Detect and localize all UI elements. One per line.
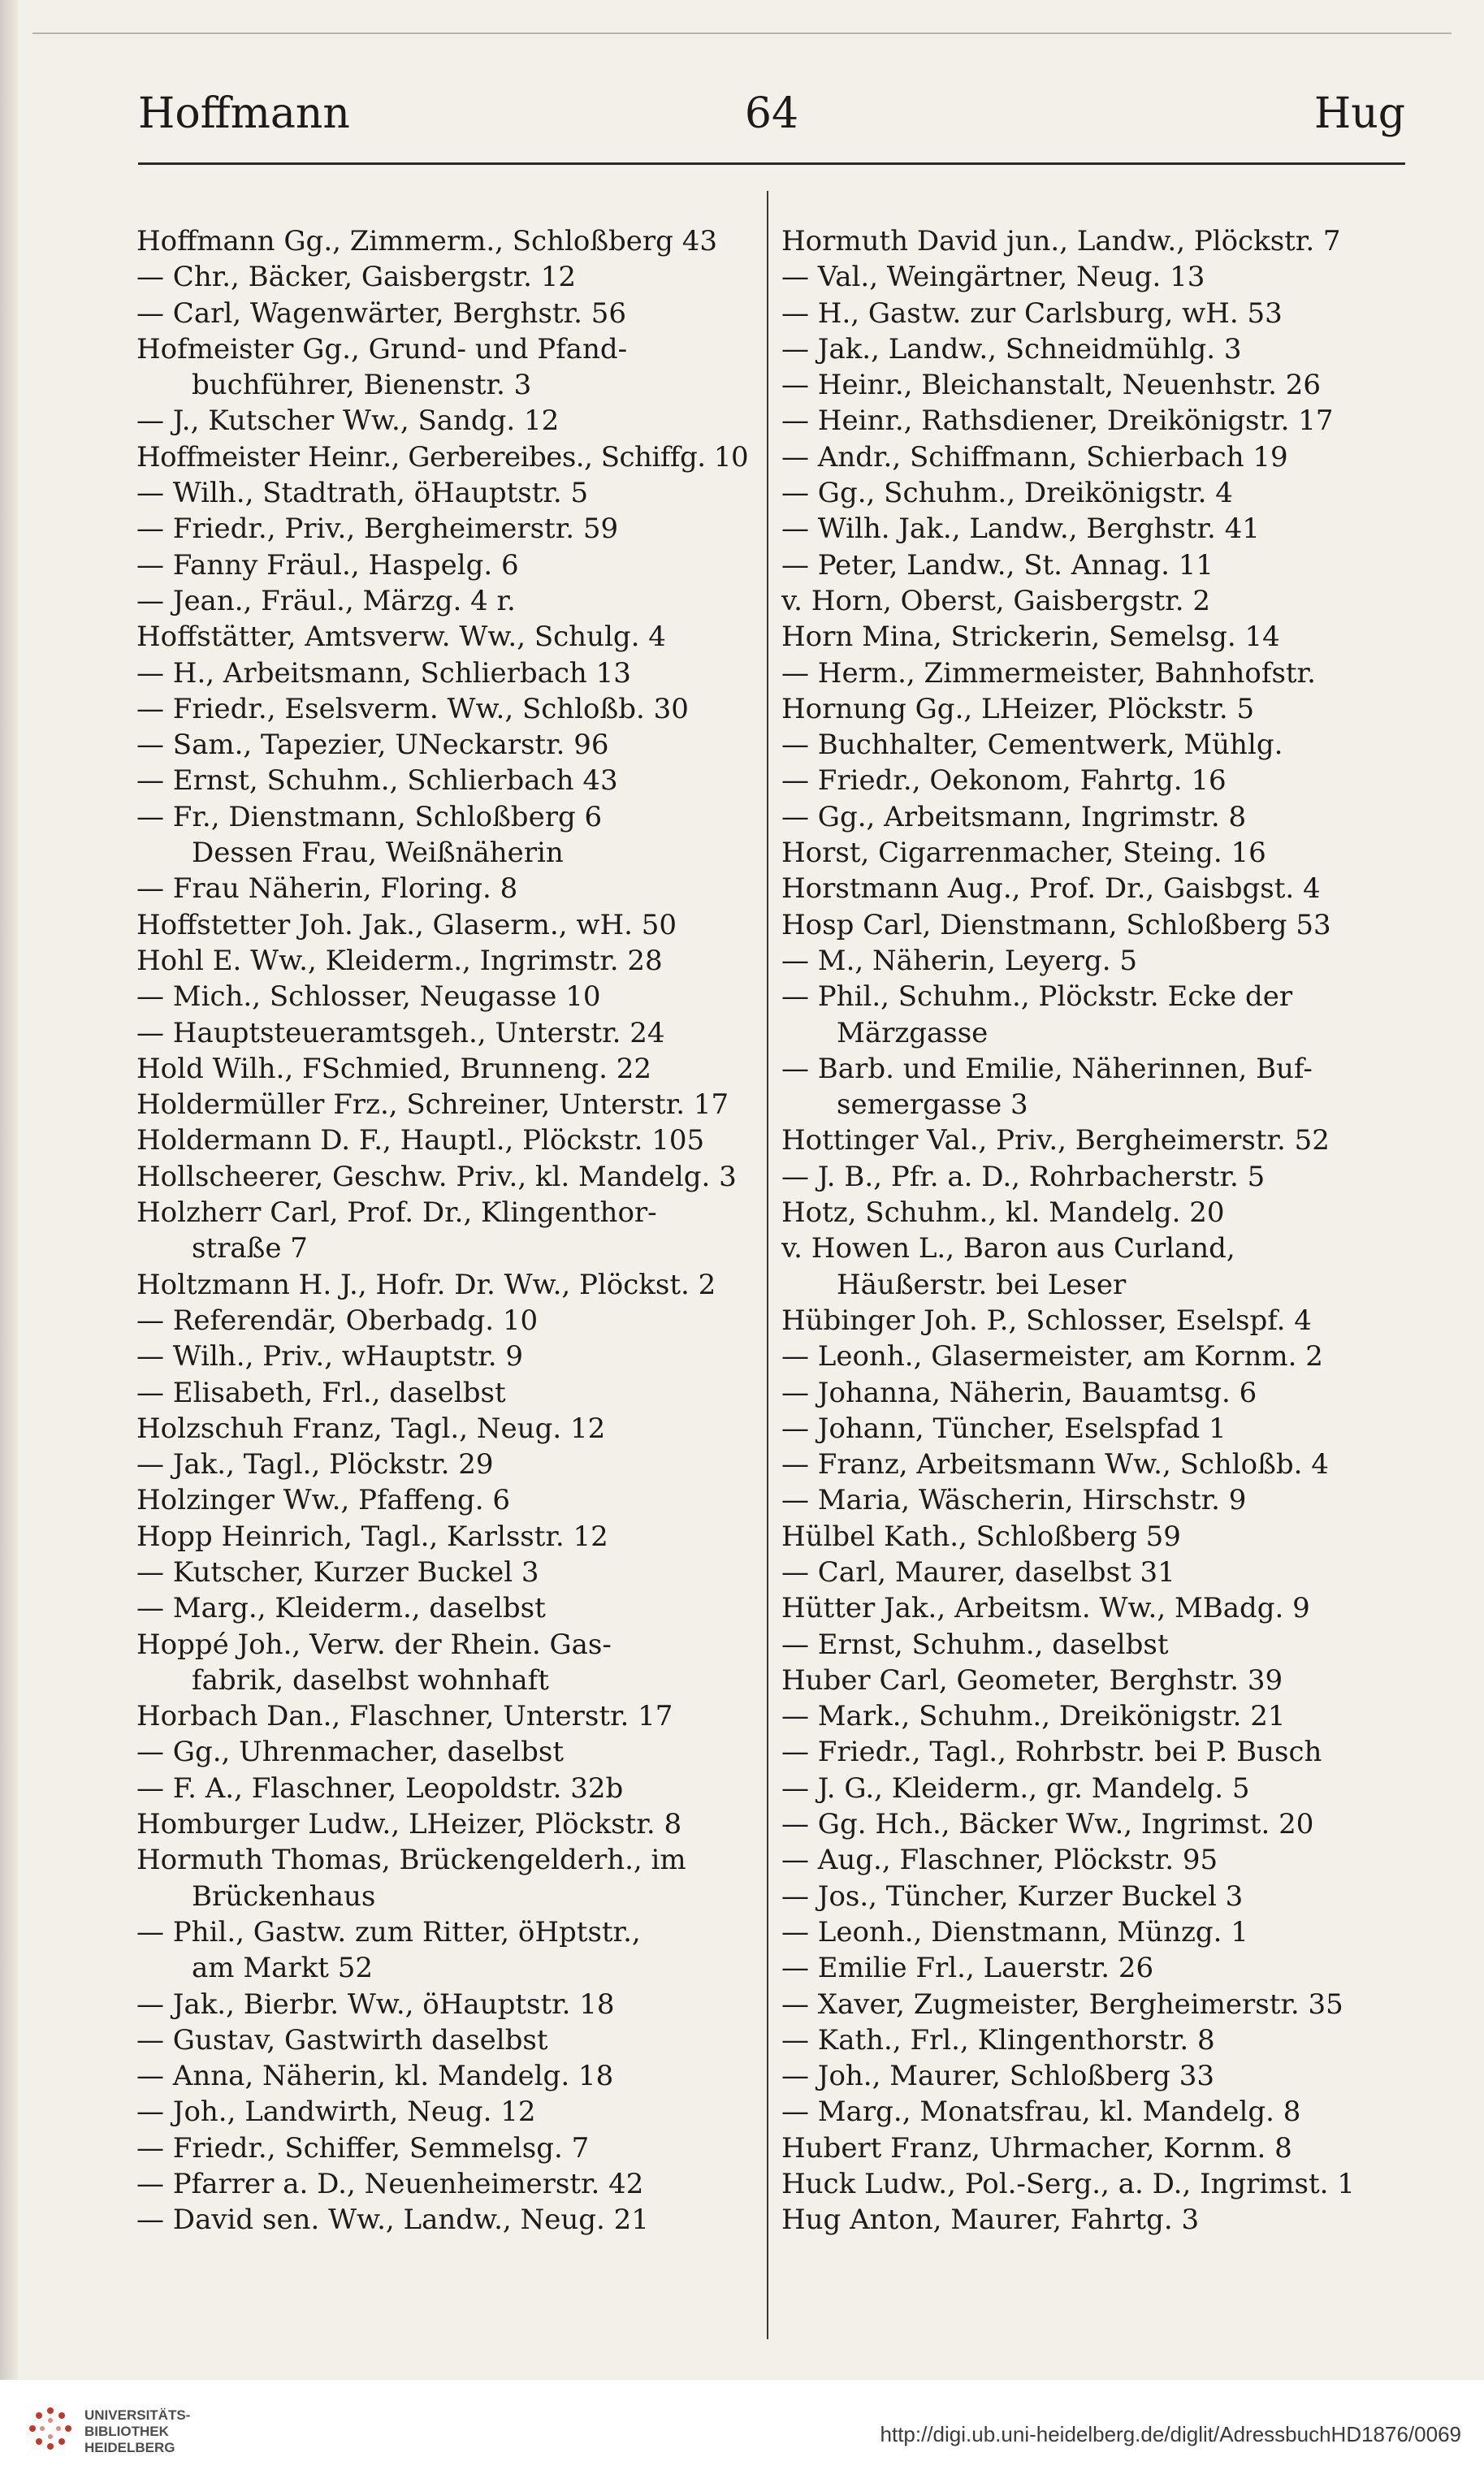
directory-entry: semergasse 3	[837, 1088, 1028, 1122]
directory-entry: — Phil., Schuhm., Plöckstr. Ecke der	[781, 980, 1293, 1014]
directory-entry: — Mark., Schuhm., Dreikönigstr. 21	[781, 1700, 1286, 1733]
directory-entry: Hoppé Joh., Verw. der Rhein. Gas-	[136, 1628, 612, 1661]
directory-entry: — Jak., Landw., Schneidmühlg. 3	[781, 332, 1242, 365]
directory-entry: — Leonh., Glasermeister, am Kornm. 2	[781, 1340, 1323, 1373]
directory-entry: — Wilh., Priv., wHauptstr. 9	[136, 1340, 524, 1373]
directory-entry: Hosp Carl, Dienstmann, Schloßberg 53	[781, 908, 1331, 941]
directory-entry: Hug Anton, Maurer, Fahrtg. 3	[781, 2204, 1200, 2237]
directory-entry: Holdermüller Frz., Schreiner, Unterstr. 17	[136, 1088, 729, 1122]
directory-entry: — Heinr., Rathsdiener, Dreikönigstr. 17	[781, 404, 1334, 438]
directory-entry: — Hauptsteueramtsgeh., Unterstr. 24	[136, 1016, 665, 1049]
header-right-catchword: Hug	[1313, 89, 1405, 138]
directory-entry: Holzherr Carl, Prof. Dr., Klingenthor-	[136, 1196, 657, 1230]
directory-entry: — Marg., Kleiderm., daselbst	[136, 1592, 546, 1625]
directory-entry: — Friedr., Schiffer, Semmelsg. 7	[136, 2131, 590, 2165]
directory-entry: fabrik, daselbst wohnhaft	[192, 1663, 549, 1697]
directory-entry: — J., Kutscher Ww., Sandg. 12	[136, 404, 560, 438]
directory-entry: Hülbel Kath., Schloßberg 59	[781, 1520, 1181, 1553]
directory-entry: — H., Arbeitsmann, Schlierbach 13	[136, 656, 631, 690]
page-number: 64	[744, 89, 799, 138]
directory-entry: — Marg., Monatsfrau, kl. Mandelg. 8	[781, 2096, 1301, 2129]
directory-entry: — Phil., Gastw. zum Ritter, öHptstr.,	[136, 1915, 641, 1949]
directory-entry: Hornung Gg., LHeizer, Plöckstr. 5	[781, 692, 1255, 725]
directory-entry: Holzinger Ww., Pfaffeng. 6	[136, 1484, 510, 1517]
header-left-catchword: Hoffmann	[138, 89, 350, 138]
directory-entry: — H., Gastw. zur Carlsburg, wH. 53	[781, 296, 1283, 330]
directory-entry: — Leonh., Dienstmann, Münzg. 1	[781, 1915, 1248, 1949]
directory-entry: — Elisabeth, Frl., daselbst	[136, 1376, 506, 1409]
directory-entry: Brückenhaus	[192, 1879, 376, 1913]
directory-entry: am Markt 52	[192, 1952, 373, 1985]
directory-entry: Hübinger Joh. P., Schlosser, Eselspf. 4	[781, 1304, 1312, 1337]
directory-entry: — Friedr., Tagl., Rohrbstr. bei P. Busch	[781, 1736, 1322, 1769]
directory-entry: — Gg., Schuhm., Dreikönigstr. 4	[781, 477, 1233, 510]
directory-entry: — F. A., Flaschner, Leopoldstr. 32b	[136, 1771, 624, 1805]
directory-entry: Hohl E. Ww., Kleiderm., Ingrimstr. 28	[136, 944, 663, 977]
directory-entry: Hollscheerer, Geschw. Priv., kl. Mandelg. 3	[136, 1160, 737, 1193]
directory-entry: — Fr., Dienstmann, Schloßberg 6	[136, 800, 603, 833]
directory-entry: Hotz, Schuhm., kl. Mandelg. 20	[781, 1196, 1225, 1230]
directory-entry: — Val., Weingärtner, Neug. 13	[781, 261, 1205, 294]
library-name-line3: HEIDELBERG	[84, 2440, 175, 2455]
directory-entry: — Gg. Hch., Bäcker Ww., Ingrimst. 20	[781, 1808, 1314, 1841]
directory-entry: — Joh., Maurer, Schloßberg 33	[781, 2060, 1214, 2093]
directory-entry: v. Horn, Oberst, Gaisbergstr. 2	[781, 584, 1210, 617]
directory-entry: Hopp Heinrich, Tagl., Karlsstr. 12	[136, 1520, 608, 1553]
directory-entry: Hormuth David jun., Landw., Plöckstr. 7	[781, 225, 1341, 257]
directory-entry: Dessen Frau, Weißnäherin	[192, 837, 564, 870]
directory-entry: — J. G., Kleiderm., gr. Mandelg. 5	[781, 1771, 1250, 1805]
directory-entry: Häußerstr. bei Leser	[837, 1268, 1127, 1301]
source-url[interactable]: http://digi.ub.uni-heidelberg.de/diglit/AdressbuchHD1876/0069	[880, 2422, 1461, 2446]
page-edge	[0, 0, 18, 2404]
directory-entry: — Maria, Wäscherin, Hirschstr. 9	[781, 1484, 1247, 1517]
directory-entry: — David sen. Ww., Landw., Neug. 21	[136, 2204, 649, 2237]
directory-entry: Märzgasse	[837, 1016, 989, 1049]
directory-entry: v. Howen L., Baron aus Curland,	[781, 1232, 1235, 1265]
directory-entry: Holtzmann H. J., Hofr. Dr. Ww., Plöckst. 2	[136, 1268, 716, 1301]
directory-entry: — Jak., Tagl., Plöckstr. 29	[136, 1448, 494, 1481]
directory-entry: Hoffmeister Heinr., Gerbereibes., Schiffg. 10	[136, 440, 749, 474]
directory-entry: — Gg., Uhrenmacher, daselbst	[136, 1736, 565, 1769]
directory-entry: Huck Ludw., Pol.-Serg., a. D., Ingrimst. 1	[781, 2168, 1355, 2201]
directory-entry: — Pfarrer a. D., Neuenheimerstr. 42	[136, 2168, 644, 2201]
directory-entry: — Andr., Schiffmann, Schierbach 19	[781, 440, 1288, 474]
directory-entry: — Carl, Maurer, daselbst 31	[781, 1555, 1175, 1589]
directory-entry: — Barb. und Emilie, Näherinnen, Buf-	[781, 1052, 1313, 1085]
directory-entry: Huber Carl, Geometer, Berghstr. 39	[781, 1663, 1283, 1697]
directory-entry: — Anna, Näherin, kl. Mandelg. 18	[136, 2060, 614, 2093]
directory-entry: — Gustav, Gastwirth daselbst	[136, 2023, 548, 2057]
directory-entry: — Frau Näherin, Floring. 8	[136, 872, 518, 906]
directory-entry: Hofmeister Gg., Grund- und Pfand-	[136, 332, 628, 365]
directory-entry: — Heinr., Bleichanstalt, Neuenhstr. 26	[781, 369, 1321, 402]
directory-entry: — Buchhalter, Cementwerk, Mühlg.	[781, 729, 1283, 762]
directory-entry: Hottinger Val., Priv., Bergheimerstr. 52	[781, 1124, 1330, 1157]
directory-entry: Homburger Ludw., LHeizer, Plöckstr. 8	[136, 1808, 682, 1841]
directory-entry: — Friedr., Oekonom, Fahrtg. 16	[781, 764, 1227, 798]
directory-entry: — Jak., Bierbr. Ww., öHauptstr. 18	[136, 1987, 615, 2021]
directory-entry: Holzschuh Franz, Tagl., Neug. 12	[136, 1412, 606, 1445]
directory-entry: Horstmann Aug., Prof. Dr., Gaisbgst. 4	[781, 872, 1321, 906]
directory-entry: Hoffstetter Joh. Jak., Glaserm., wH. 50	[136, 908, 677, 941]
library-name-line1: UNIVERSITÄTS-	[84, 2407, 191, 2423]
directory-entry: — Peter, Landw., St. Annag. 11	[781, 548, 1214, 582]
directory-entry: Horn Mina, Strickerin, Semelsg. 14	[781, 621, 1280, 654]
directory-entry: Hütter Jak., Arbeitsm. Ww., MBadg. 9	[781, 1592, 1310, 1625]
directory-entry: — Johann, Tüncher, Eselspfad 1	[781, 1412, 1227, 1445]
left-column	[136, 223, 762, 2238]
directory-entry: — Jean., Fräul., Märzg. 4 r.	[136, 584, 516, 617]
directory-entry: — Carl, Wagenwärter, Berghstr. 56	[136, 296, 626, 330]
directory-entry: — Friedr., Priv., Bergheimerstr. 59	[136, 513, 619, 546]
scan-top-edge	[32, 32, 1452, 34]
directory-entry: — J. B., Pfr. a. D., Rohrbacherstr. 5	[781, 1160, 1266, 1193]
directory-entry: Hoffmann Gg., Zimmerm., Schloßberg 43	[136, 225, 718, 257]
directory-entry: — Referendär, Oberbadg. 10	[136, 1304, 539, 1337]
directory-entry: — Xaver, Zugmeister, Bergheimerstr. 35	[781, 1987, 1343, 2021]
column-divider	[767, 191, 768, 2339]
directory-entry: — Herm., Zimmermeister, Bahnhofstr.	[781, 656, 1316, 690]
directory-entry: Horst, Cigarrenmacher, Steing. 16	[781, 837, 1266, 870]
directory-entry: — Ernst, Schuhm., daselbst	[781, 1628, 1169, 1661]
directory-entry: — Ernst, Schuhm., Schlierbach 43	[136, 764, 618, 798]
directory-entry: — Aug., Flaschner, Plöckstr. 95	[781, 1844, 1218, 1877]
directory-entry: — Fanny Fräul., Haspelg. 6	[136, 548, 519, 582]
directory-entry: straße 7	[192, 1232, 308, 1265]
directory-entry: Hormuth Thomas, Brückengelderh., im	[136, 1844, 686, 1877]
header-rule	[138, 162, 1405, 165]
directory-entry: — Sam., Tapezier, UNeckarstr. 96	[136, 729, 609, 762]
right-column	[781, 223, 1407, 2238]
directory-entry: — Wilh., Stadtrath, öHauptstr. 5	[136, 477, 589, 510]
directory-entry: Holdermann D. F., Hauptl., Plöckstr. 105	[136, 1124, 705, 1157]
directory-entry: — Emilie Frl., Lauerstr. 26	[781, 1952, 1154, 1985]
directory-entry: — Franz, Arbeitsmann Ww., Schloßb. 4	[781, 1448, 1329, 1481]
footer	[0, 2380, 1484, 2487]
directory-entry: Horbach Dan., Flaschner, Unterstr. 17	[136, 1700, 673, 1733]
directory-entry: — M., Näherin, Leyerg. 5	[781, 944, 1138, 977]
university-library-logo	[26, 2404, 75, 2453]
library-name	[84, 2407, 190, 2456]
directory-entry: Hubert Franz, Uhrmacher, Kornm. 8	[781, 2131, 1292, 2165]
directory-entry: — Friedr., Eselsverm. Ww., Schloßb. 30	[136, 692, 689, 725]
running-head	[138, 89, 1405, 154]
directory-entry: Hoffstätter, Amtsverw. Ww., Schulg. 4	[136, 621, 666, 654]
directory-entry: — Jos., Tüncher, Kurzer Buckel 3	[781, 1879, 1244, 1913]
directory-entry: — Gg., Arbeitsmann, Ingrimstr. 8	[781, 800, 1247, 833]
directory-entry: — Johanna, Näherin, Bauamtsg. 6	[781, 1376, 1257, 1409]
directory-entry: — Joh., Landwirth, Neug. 12	[136, 2096, 536, 2129]
directory-entry: — Mich., Schlosser, Neugasse 10	[136, 980, 601, 1014]
directory-entry: buchführer, Bienenstr. 3	[192, 369, 532, 402]
directory-entry: — Kutscher, Kurzer Buckel 3	[136, 1555, 539, 1589]
library-name-line2: BIBLIOTHEK	[84, 2424, 169, 2439]
directory-entry: Hold Wilh., FSchmied, Brunneng. 22	[136, 1052, 652, 1085]
directory-entry: — Chr., Bäcker, Gaisbergstr. 12	[136, 261, 576, 294]
directory-entry: — Wilh. Jak., Landw., Berghstr. 41	[781, 513, 1260, 546]
directory-entry: — Kath., Frl., Klingenthorstr. 8	[781, 2023, 1215, 2057]
